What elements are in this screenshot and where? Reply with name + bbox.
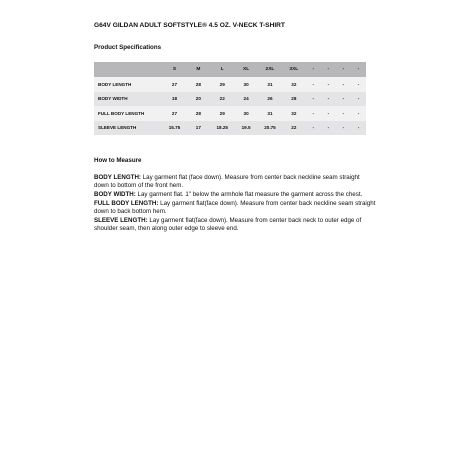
table-cell: 26: [267, 96, 273, 102]
instruction-text: Lay garment flat. 1" below the armhole flat measure the garment across the chest.: [135, 190, 363, 198]
instruction-text: Lay garment flat(face down). Measure from center back neck to outer edge of shoulder seam, then along outer edge to sleeve end.: [94, 216, 362, 232]
table-cell: -: [312, 110, 315, 116]
table-cell: 20.75: [264, 125, 276, 131]
table-cell: 20: [195, 96, 201, 102]
instruction-term: SLEEVE LENGTH:: [94, 216, 148, 224]
table-cell: 30: [243, 81, 249, 87]
measurement-instructions: [94, 174, 376, 233]
table-cell: 15.75: [168, 125, 181, 131]
table-cell: -: [312, 125, 315, 131]
table-row-sleeve-length: [94, 121, 366, 136]
table-cell: 27: [171, 110, 178, 116]
table-cell: 19.5: [241, 125, 251, 131]
table-cell: 31: [267, 81, 273, 87]
header-cell-m: M: [196, 67, 201, 72]
header-cell-empty: -: [357, 67, 360, 72]
table-cell: 22: [219, 96, 225, 102]
table-cell: 28: [291, 96, 297, 102]
header-cell-empty: -: [327, 67, 330, 72]
instruction-text: Lay garment flat (face down). Measure from center back neckline seam straight down to bottom of the front hem.: [94, 174, 360, 190]
table-cell: 28: [195, 110, 201, 116]
table-cell: -: [327, 96, 330, 102]
table-row-body-width: [94, 92, 366, 107]
table-cell: -: [357, 125, 360, 131]
how-to-measure-heading: How to Measure: [94, 157, 142, 164]
instruction-full-body-length: [94, 200, 376, 216]
table-cell: -: [342, 96, 345, 102]
instruction-text: Lay garment flat(face down). Measure from center back neckline seam straight down to back bottom hem.: [94, 199, 376, 215]
header-cell-empty: -: [342, 67, 345, 72]
header-cell-s: S: [172, 67, 177, 72]
table-cell: 32: [291, 81, 297, 87]
table-cell: 22: [291, 125, 297, 131]
table-cell: -: [342, 125, 345, 131]
instruction-term: BODY WIDTH:: [94, 190, 136, 198]
size-header-row: [94, 62, 366, 77]
table-cell: -: [327, 125, 330, 131]
header-cell-l: L: [220, 67, 224, 72]
header-cell-2xl: 2XL: [265, 67, 275, 72]
table-cell: 17: [195, 125, 201, 131]
table-cell: 24: [243, 96, 249, 102]
table-cell: -: [342, 110, 345, 116]
table-cell: -: [342, 81, 345, 87]
table-cell: -: [327, 110, 330, 116]
instruction-term: BODY LENGTH:: [94, 174, 141, 181]
row-label: BODY LENGTH: [98, 81, 132, 87]
product-specifications-heading: Product Specifications: [94, 44, 162, 51]
table-cell: 18: [171, 96, 178, 102]
table-cell: -: [327, 81, 330, 87]
table-cell: -: [357, 96, 360, 102]
table-cell: 29: [219, 81, 225, 87]
table-cell: 32: [291, 110, 297, 116]
table-cell: 18.25: [216, 125, 228, 131]
row-label: BODY WIDTH: [98, 96, 128, 102]
table-cell: -: [357, 81, 360, 87]
header-cell-empty: -: [312, 67, 315, 72]
header-cell-3xl: 3XL: [289, 67, 299, 72]
table-cell: 28: [195, 81, 201, 87]
instruction-body-width: [94, 191, 376, 199]
table-cell: -: [357, 110, 360, 116]
table-cell: -: [312, 81, 315, 87]
table-row-full-body-length: [94, 106, 366, 121]
page-title: G64V GILDAN ADULT SOFTSTYLE® 4.5 OZ. V-NECK T-SHIRT: [94, 22, 285, 29]
table-cell: 30: [243, 110, 249, 116]
table-cell: 31: [267, 110, 273, 116]
row-label: SLEEVE LENGTH: [98, 125, 137, 131]
header-cell-blank: [94, 62, 163, 77]
row-label: FULL BODY LENGTH: [98, 110, 145, 116]
instruction-sleeve-length: [94, 217, 376, 233]
table-cell: 27: [171, 81, 178, 87]
header-cell-xl: XL: [243, 67, 250, 72]
table-cell: 29: [219, 110, 225, 116]
size-chart-table: [94, 62, 366, 135]
instruction-term: FULL BODY LENGTH:: [94, 199, 159, 207]
instruction-body-length: [94, 174, 376, 190]
table-row-body-length: [94, 77, 366, 92]
table-cell: -: [312, 96, 315, 102]
